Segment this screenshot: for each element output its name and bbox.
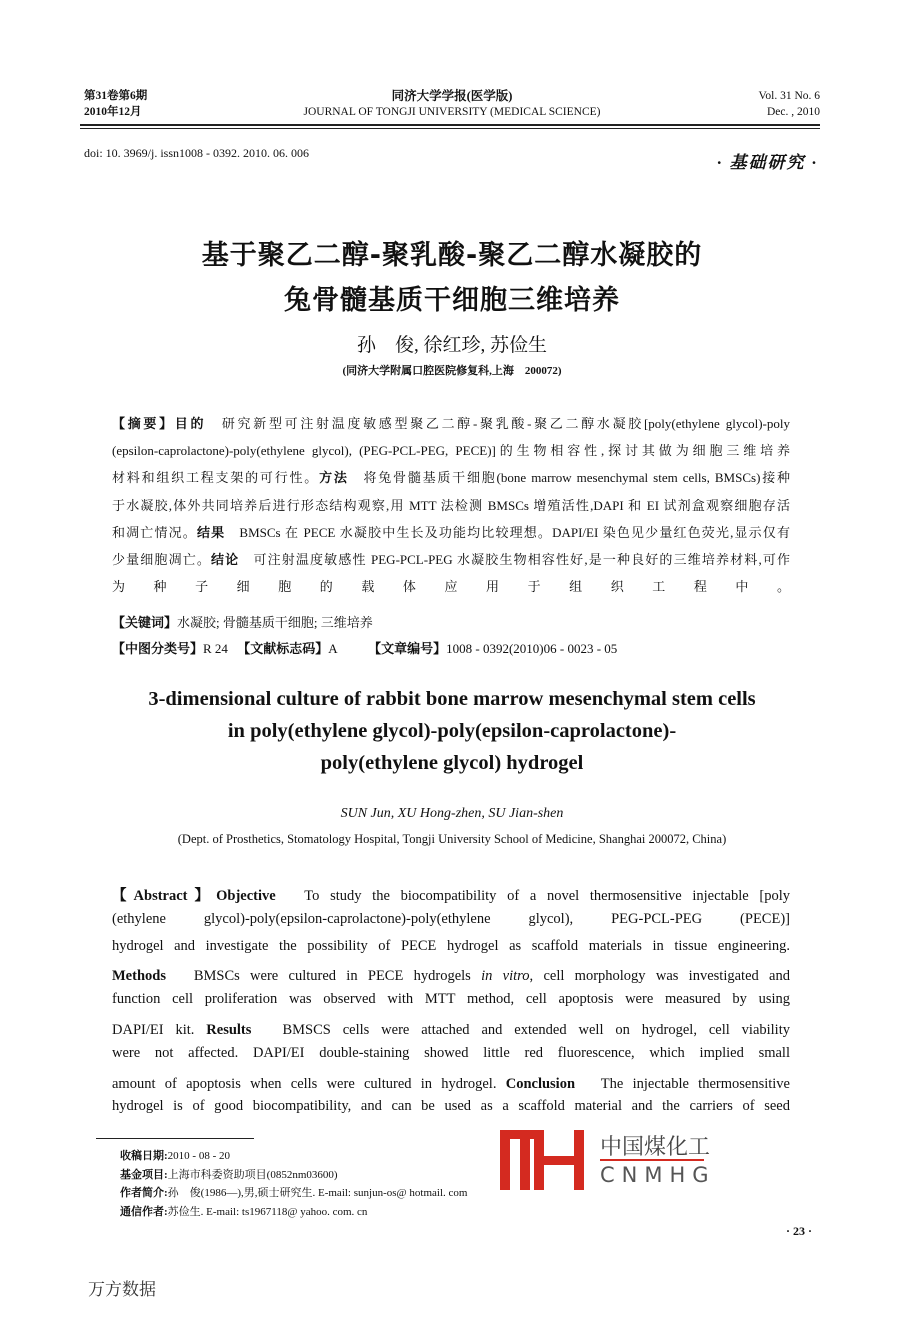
footnote-item	[120, 1203, 367, 1219]
section-heading: Conclusion	[505, 1075, 576, 1092]
section-label: · 基础研究 ·	[717, 153, 818, 172]
abstract-text: (ethylene glycol)-poly(epsilon-caprolactone)-poly(ethylene glycol), PEG-PCL-PEG (PECE)]	[112, 910, 790, 927]
abstract-text: BMSCs were cultured in PECE hydrogels	[165, 968, 482, 985]
footnote-item	[120, 1147, 230, 1163]
abstract-text: 为种子细胞的载体应用于组织工程中。	[112, 579, 790, 595]
section-heading: Results	[206, 1022, 252, 1038]
abstract-en-line	[112, 938, 790, 955]
classification	[112, 638, 617, 657]
abstract-text: To study the biocompatibility of a novel thermosensitive injectable [poly	[275, 888, 790, 904]
affiliation-en: (Dept. of Prosthetics, Stomatology Hospital, Tongji University School of Medicine, Shanghai 200072, China)	[177, 832, 727, 846]
affiliation-cn: (同济大学附属口腔医院修复科,上海 200072)	[342, 365, 562, 377]
abstract-text: 少量细胞凋亡。	[112, 552, 212, 567]
abstract-cn-line	[112, 522, 790, 541]
logo-cn: 中国煤化工	[600, 1135, 711, 1160]
journal-cn: 同济大学学报(医学版)	[391, 89, 513, 103]
abstract-en-line	[112, 991, 790, 1008]
abstract-text: (epsilon-caprolactone)-poly(ethylene glycol), (PEG-PCL-PEG, PECE)]的生物相容性,探讨其做为细胞三维培养	[112, 443, 790, 459]
page-number: · 23 ·	[785, 1224, 812, 1238]
watermark-logo	[500, 1130, 716, 1195]
abstract-text: 于水凝胶,体外共同培养后进行形态结构观察,用 MTT 法检测 BMSCs 增殖活性,DAPI 和 EI 试剂盒观察细胞存活	[112, 497, 790, 513]
journal-en: JOURNAL OF TONGJI UNIVERSITY (MEDICAL SCIENCE)	[303, 106, 601, 118]
header-rule-thin	[80, 128, 820, 129]
abstract-text: 研究新型可注射温度敏感型聚乙二醇-聚乳酸-聚乙二醇水凝胶[poly(ethylene glycol)-poly	[206, 416, 790, 431]
abstract-text: BMSCS cells were attached and extended well on hydrogel, cell viability	[251, 1022, 790, 1038]
abstract-en-line	[112, 1072, 790, 1093]
abstract-cn-line	[112, 495, 790, 514]
abstract-text: hydrogel and investigate the possibility of PECE hydrogel as scaffold materials in tissue engineering.	[112, 937, 790, 954]
footnote-label: 作者简介:	[120, 1187, 168, 1199]
abstract-text: DAPI/EI kit.	[112, 1022, 207, 1038]
footnote-value: 苏俭生. E-mail: ts1967118@ yahoo. com. cn	[167, 1205, 368, 1218]
clc-label: 【中图分类号】	[112, 642, 204, 657]
abstract-en-line	[112, 964, 790, 985]
abstract-text: 材料和组织工程支架的可行性。	[112, 470, 320, 486]
abstract-en-line	[112, 1018, 790, 1039]
footnote-item	[120, 1166, 338, 1182]
footnote-label: 收稿日期:	[120, 1150, 168, 1162]
abstract-en-line	[112, 1045, 790, 1062]
abstract-text: , cell morphology was investigated and	[529, 968, 790, 985]
abstract-text: function cell proliferation was observed with MTT method, cell apoptosis were measured by using	[112, 991, 790, 1008]
footnote-label: 基金项目:	[120, 1168, 168, 1181]
section-heading: Methods	[112, 968, 166, 985]
title-en-line-2: in poly(ethylene glycol)-poly(epsilon-caprolactone)-	[227, 720, 677, 742]
title-en-line-1: 3-dimensional culture of rabbit bone marrow mesenchymal stem cells	[148, 688, 756, 710]
abstract-text: amount of apoptosis when cells were cultured in hydrogel.	[112, 1075, 506, 1092]
abstract-text: The injectable thermosensitive	[575, 1075, 790, 1092]
footnote-value: 2010 - 08 - 20	[167, 1150, 230, 1162]
clc-value: R 24	[203, 641, 228, 656]
date-cn: 2010年12月	[84, 106, 142, 118]
abstract-cn-line	[112, 467, 790, 486]
abstract-en-line	[112, 884, 790, 905]
abstract-cn-line	[112, 440, 790, 459]
authors-en: SUN Jun, XU Hong-zhen, SU Jian-shen	[340, 806, 564, 821]
footnote-value: 孙 俊(1986—),男,硕士研究生. E-mail: sunjun-os@ hotmail. com	[167, 1187, 468, 1199]
title-cn-line-1: 基于聚乙二醇-聚乳酸-聚乙二醇水凝胶的	[201, 240, 703, 271]
abstract-text: 可注射温度敏感性 PEG-PCL-PEG 水凝胶生物相容性好,是一种良好的三维培养材料,可作	[239, 552, 790, 567]
title-en-line-3: poly(ethylene glycol) hydrogel	[320, 752, 584, 774]
section-heading: 【摘要】目的	[112, 416, 207, 431]
header-rule	[80, 124, 820, 126]
logo-en: CNMHG	[600, 1163, 716, 1187]
abstract-text: 将兔骨髓基质干细胞(bone marrow mesenchymal stem cells, BMSCs)接种	[348, 470, 790, 486]
abstract-cn-line	[112, 413, 790, 432]
footnote-item	[120, 1184, 467, 1200]
section-heading: 结果	[196, 524, 226, 540]
source-mark: 万方数据	[88, 1280, 156, 1300]
abstract-text: BMSCs 在 PECE 水凝胶中生长及功能均比较理想。DAPI/EI 染色见少量红色荧光,显示仅有	[225, 524, 790, 540]
footnote-label: 通信作者:	[120, 1205, 168, 1218]
footnote-rule	[96, 1138, 254, 1139]
keywords-cn	[112, 612, 373, 631]
abstract-en-line	[112, 1098, 790, 1115]
abstract-text: in vitro	[481, 968, 530, 985]
article-id-label: 【文章编号】	[368, 642, 447, 657]
doc-code-value: A	[328, 641, 337, 656]
abstract-cn-line	[112, 549, 790, 568]
abstract-text: were not affected. DAPI/EI double-staining showed little red fluorescence, which implied small	[112, 1044, 790, 1061]
abstract-en-line	[112, 911, 790, 928]
title-cn-line-2: 兔骨髓基质干细胞三维培养	[284, 285, 620, 316]
abstract-text: hydrogel is of good biocompatibility, and can be used as a scaffold material and the carriers of seed	[112, 1098, 790, 1115]
volume-en: Vol. 31 No. 6	[758, 90, 820, 102]
section-heading: 【Abstract】Objective	[112, 888, 276, 904]
footnote-value: 上海市科委资助项目(0852nm03600)	[167, 1168, 338, 1181]
section-heading: 结论	[211, 552, 240, 567]
keywords-label: 【关键词】	[112, 616, 178, 631]
doc-code-label: 【文献标志码】	[237, 642, 329, 657]
section-heading: 方法	[319, 470, 349, 486]
abstract-cn-line	[112, 576, 790, 595]
article-id-value: 1008 - 0392(2010)06 - 0023 - 05	[446, 641, 618, 656]
issue-cn: 第31卷第6期	[84, 90, 148, 102]
authors-cn: 孙 俊, 徐红珍, 苏俭生	[356, 335, 547, 356]
abstract-text: 和凋亡情况。	[112, 524, 197, 540]
keywords-value: 水凝胶; 骨髓基质干细胞; 三维培养	[177, 615, 373, 630]
doi: doi: 10. 3969/j. issn1008 - 0392. 2010. 06. 006	[84, 146, 310, 160]
date-en: Dec. , 2010	[766, 106, 820, 118]
